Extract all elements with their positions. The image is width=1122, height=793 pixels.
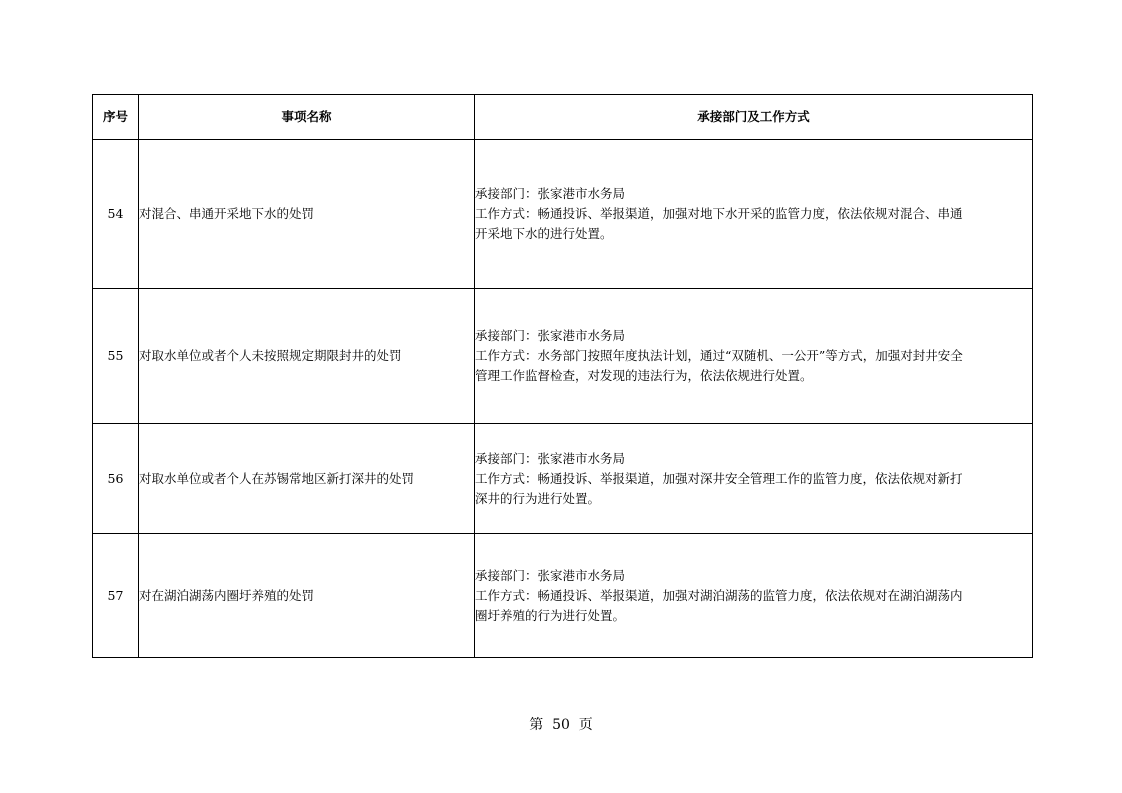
table-row bbox=[93, 140, 1033, 289]
dept-line: 承接部门：张家港市水务局 bbox=[475, 328, 626, 343]
method-line: 圈圩养殖的行为进行处置。 bbox=[475, 607, 626, 623]
item-name: 对取水单位或者个人在苏锡常地区新打深井的处罚 bbox=[139, 424, 475, 534]
table-row bbox=[93, 289, 1033, 424]
method-line: 深井的行为进行处置。 bbox=[475, 490, 601, 506]
method-line: 管理工作监督检查，对发现的违法行为，依法依规进行处置。 bbox=[475, 368, 813, 383]
table-header-row bbox=[93, 95, 1033, 140]
matters-table bbox=[92, 94, 1033, 658]
method-line: 工作方式：畅通投诉、举报渠道，加强对湖泊湖荡的监管力度，依法依规对在湖泊湖荡内 bbox=[475, 587, 963, 603]
page-number: 第 50 页 bbox=[529, 717, 593, 733]
method-line: 开采地下水的进行处置。 bbox=[475, 226, 613, 241]
method-line: 工作方式：畅通投诉、举报渠道，加强对地下水开采的监管力度，依法依规对混合、串通 bbox=[475, 206, 963, 221]
row-number: 57 bbox=[93, 534, 139, 658]
row-number: 54 bbox=[93, 140, 139, 289]
dept-line: 承接部门：张家港市水务局 bbox=[475, 567, 626, 583]
method-line: 工作方式：水务部门按照年度执法计划，通过“双随机、一公开”等方式，加强对封井安全 bbox=[475, 348, 963, 363]
dept-method bbox=[475, 534, 1033, 658]
item-name: 对混合、串通开采地下水的处罚 bbox=[139, 140, 475, 289]
dept-line: 承接部门：张家港市水务局 bbox=[475, 186, 626, 201]
table-row bbox=[93, 424, 1033, 534]
row-number: 56 bbox=[93, 424, 139, 534]
item-name: 对取水单位或者个人未按照规定期限封井的处罚 bbox=[139, 289, 475, 424]
header-dept: 承接部门及工作方式 bbox=[475, 95, 1033, 140]
dept-method bbox=[475, 424, 1033, 534]
item-name: 对在湖泊湖荡内圈圩养殖的处罚 bbox=[139, 534, 475, 658]
dept-line: 承接部门：张家港市水务局 bbox=[475, 450, 626, 466]
row-number: 55 bbox=[93, 289, 139, 424]
header-name: 事项名称 bbox=[139, 95, 475, 140]
dept-method bbox=[475, 140, 1033, 289]
table-row bbox=[93, 534, 1033, 658]
dept-method bbox=[475, 289, 1033, 424]
header-seq: 序号 bbox=[93, 95, 139, 140]
method-line: 工作方式：畅通投诉、举报渠道，加强对深井安全管理工作的监管力度，依法依规对新打 bbox=[475, 470, 963, 486]
